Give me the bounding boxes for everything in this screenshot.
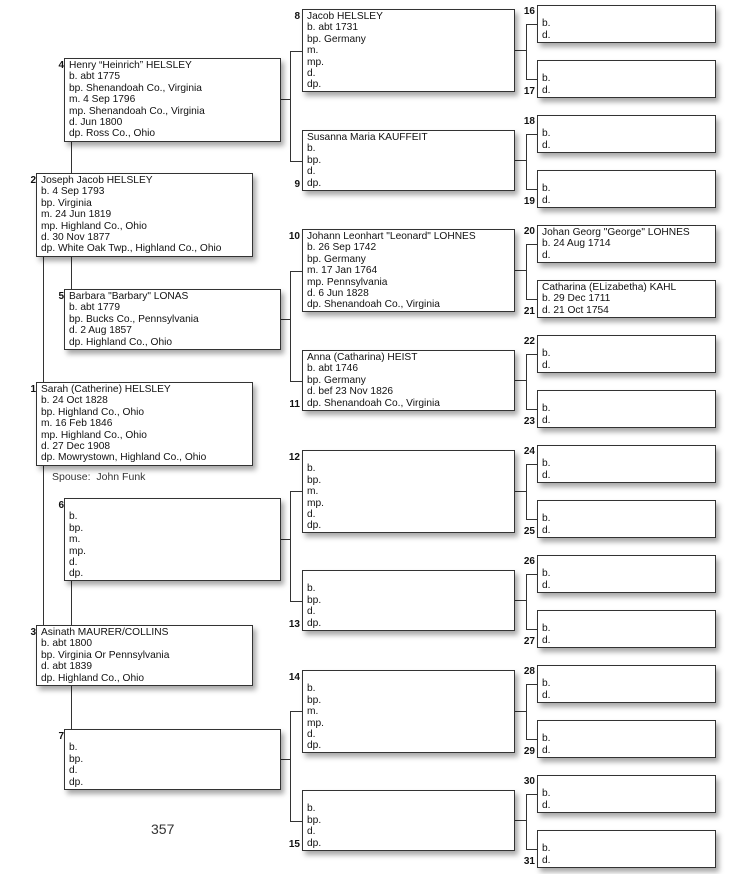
person-name [542, 667, 711, 678]
person-box-1[interactable] [36, 382, 253, 466]
person-detail: b. abt 1775 [69, 71, 120, 83]
person-detail: mp. Highland Co., Ohio [41, 220, 147, 232]
person-box-19[interactable] [537, 170, 716, 208]
person-number: 1 [30, 384, 36, 395]
person-name [542, 172, 711, 183]
person-detail: d. 27 Dec 1908 [41, 441, 111, 453]
person-detail: dp. White Oak Twp., Highland Co., Ohio [41, 243, 222, 255]
person-detail: b. [307, 683, 316, 695]
connector-line [290, 51, 302, 52]
person-detail: b. 4 Sep 1793 [41, 186, 105, 198]
person-detail: dp. [69, 568, 84, 580]
connector-line [526, 464, 527, 519]
person-box-25[interactable] [537, 500, 716, 538]
person-detail: bp. [307, 814, 322, 826]
person-box-28[interactable] [537, 665, 716, 703]
connector-line [526, 629, 537, 630]
person-name [542, 832, 711, 843]
connector-line [290, 711, 302, 712]
person-detail: b. [542, 788, 551, 800]
connector-line [526, 574, 537, 575]
person-name: Jacob HELSLEY [307, 11, 383, 22]
person-detail: m. [307, 706, 319, 718]
person-box-26[interactable] [537, 555, 716, 593]
person-number: 18 [523, 116, 535, 127]
person-name [542, 722, 711, 733]
connector-line [526, 244, 537, 245]
person-number: 2 [30, 175, 36, 186]
connector-line [515, 380, 526, 381]
person-number: 6 [58, 500, 64, 511]
person-detail: b. 26 Sep 1742 [307, 242, 377, 254]
person-detail: dp. [307, 617, 322, 629]
person-number: 5 [58, 291, 64, 302]
person-detail: b. abt 1800 [41, 638, 92, 650]
person-number: 19 [523, 196, 535, 207]
person-detail: dp. [307, 520, 322, 532]
person-detail: d. [69, 557, 78, 569]
connector-line [526, 244, 527, 299]
person-number: 22 [523, 336, 535, 347]
person-detail: b. [307, 583, 316, 595]
person-detail: b. [542, 403, 551, 415]
person-detail: d. [542, 854, 551, 866]
connector-line [526, 574, 527, 629]
person-box-14[interactable] [302, 670, 515, 753]
person-box-31[interactable] [537, 830, 716, 868]
person-number: 11 [289, 399, 300, 410]
person-name [542, 7, 711, 18]
connector-line [526, 464, 537, 465]
person-number: 31 [523, 856, 535, 867]
person-name [542, 502, 711, 513]
person-box-2[interactable] [36, 173, 253, 257]
person-detail: dp. [69, 776, 84, 788]
person-detail: mp. [307, 56, 324, 68]
person-box-27[interactable] [537, 610, 716, 648]
connector-line [290, 821, 302, 822]
person-name [542, 337, 711, 348]
connector-line [290, 491, 291, 601]
person-detail: d. [307, 826, 316, 838]
person-box-22[interactable] [537, 335, 716, 373]
person-number: 27 [523, 636, 535, 647]
connector-line [281, 539, 290, 540]
connector-line [290, 711, 291, 821]
person-detail: d. [69, 765, 78, 777]
person-detail: d. [307, 509, 316, 521]
person-detail: b. [542, 128, 551, 140]
person-detail: m. [307, 486, 319, 498]
person-detail: d. [542, 414, 551, 426]
person-number: 8 [294, 11, 300, 22]
person-detail: dp. Ross Co., Ohio [69, 128, 156, 140]
person-detail: b. [542, 348, 551, 360]
person-detail: d. Jun 1800 [69, 117, 123, 129]
person-detail: b. [69, 511, 78, 523]
connector-line [281, 759, 290, 760]
person-name [69, 500, 276, 511]
person-name [542, 62, 711, 73]
person-detail: b. [542, 733, 551, 745]
person-number: 15 [288, 839, 300, 850]
person-box-23[interactable] [537, 390, 716, 428]
person-name [307, 672, 510, 683]
person-name: Joseph Jacob HELSLEY [41, 175, 153, 186]
person-number: 24 [523, 446, 535, 457]
person-name [69, 731, 276, 742]
person-name: Johann Leonhart "Leonard" LOHNES [307, 231, 476, 242]
person-detail: dp. Shenandoah Co., Virginia [307, 299, 440, 311]
person-box-12[interactable] [302, 450, 515, 533]
person-detail: b. [542, 18, 551, 30]
person-detail: d. [542, 29, 551, 41]
person-detail: dp. Mowrystown, Highland Co., Ohio [41, 452, 207, 464]
person-name [542, 392, 711, 403]
person-detail: b. 24 Oct 1828 [41, 395, 108, 407]
person-box-13[interactable] [302, 570, 515, 631]
connector-line [71, 685, 72, 729]
connector-line [526, 299, 537, 300]
person-detail: b. [307, 463, 316, 475]
person-detail: bp. Virginia Or Pennsylvania [41, 649, 170, 661]
person-detail: d. [542, 139, 551, 151]
connector-line [526, 79, 537, 80]
connector-line [526, 409, 537, 410]
person-detail: b. 29 Dec 1711 [542, 293, 611, 305]
person-name: Susanna Maria KAUFFEIT [307, 132, 428, 143]
person-detail: b. [542, 513, 551, 525]
person-number: 10 [288, 231, 300, 242]
person-name [307, 792, 510, 803]
person-detail: d. [542, 194, 551, 206]
person-name: Asinath MAURER/COLLINS [41, 627, 169, 638]
person-detail: d. [542, 359, 551, 371]
person-detail: mp. Highland Co., Ohio [41, 429, 147, 441]
connector-line [526, 849, 537, 850]
person-number: 30 [523, 776, 535, 787]
person-detail: bp. Highland Co., Ohio [41, 406, 145, 418]
person-box-18[interactable] [537, 115, 716, 153]
person-number: 23 [523, 416, 535, 427]
person-name: Sarah (Catherine) HELSLEY [41, 384, 171, 395]
connector-line [526, 794, 527, 849]
person-detail: d. [307, 166, 316, 178]
person-detail: d. 21 Oct 1754 [542, 304, 609, 316]
person-detail: d. bef 23 Nov 1826 [307, 386, 394, 398]
person-name [307, 572, 510, 583]
spouse-label: Spouse: [52, 471, 91, 483]
person-detail: b. [307, 803, 316, 815]
person-detail: d. abt 1839 [41, 661, 92, 673]
person-number: 12 [288, 452, 300, 463]
person-detail: d. [542, 689, 551, 701]
person-detail: b. abt 1731 [307, 22, 358, 34]
person-box-8[interactable] [302, 9, 515, 92]
connector-line [526, 24, 537, 25]
person-detail: dp. [307, 79, 322, 91]
person-number: 29 [523, 746, 535, 757]
person-detail: m. 16 Feb 1846 [41, 418, 113, 430]
person-detail: bp. Germany [307, 33, 366, 45]
person-detail: mp. [307, 497, 324, 509]
person-detail: dp. Highland Co., Ohio [69, 336, 173, 348]
person-detail: bp. Virginia [41, 197, 92, 209]
person-name: Catharina (ELizabetha) KAHL [542, 282, 677, 293]
person-number: 9 [294, 179, 300, 190]
spouse-line [52, 471, 145, 483]
person-box-7[interactable] [64, 729, 281, 790]
person-detail: dp. [307, 837, 322, 849]
connector-line [515, 270, 526, 271]
person-detail: bp. [307, 154, 322, 166]
person-number: 21 [523, 306, 535, 317]
person-detail: b. abt 1779 [69, 302, 120, 314]
person-box-10[interactable] [302, 229, 515, 312]
person-box-16[interactable] [537, 5, 716, 43]
person-detail: bp. Germany [307, 374, 366, 386]
person-detail: b. [542, 623, 551, 635]
person-detail: d. 2 Aug 1857 [69, 325, 132, 337]
connector-line [526, 189, 537, 190]
person-detail: b. 24 Aug 1714 [542, 238, 611, 250]
person-detail: d. [542, 84, 551, 96]
connector-line [526, 354, 527, 409]
person-detail: d. [307, 606, 316, 618]
person-name [542, 612, 711, 623]
connector-line [515, 600, 526, 601]
person-detail: m. 24 Jun 1819 [41, 209, 112, 221]
connector-line [526, 794, 537, 795]
person-detail: d. [542, 744, 551, 756]
person-detail: b. [542, 73, 551, 85]
person-box-21[interactable] [537, 280, 716, 318]
connector-line [515, 820, 526, 821]
person-detail: m. [69, 534, 81, 546]
person-number: 4 [58, 60, 64, 71]
person-number: 28 [523, 666, 535, 677]
spouse-name: John Funk [96, 471, 146, 483]
person-detail: b. abt 1746 [307, 363, 358, 375]
connector-line [526, 519, 537, 520]
person-detail: b. [542, 843, 551, 855]
person-detail: d. [542, 249, 551, 261]
person-number: 26 [523, 556, 535, 567]
person-name [542, 557, 711, 568]
connector-line [71, 581, 72, 625]
person-box-9[interactable] [302, 130, 515, 191]
person-box-17[interactable] [537, 60, 716, 98]
person-detail: mp. [69, 545, 86, 557]
person-detail: d. 6 Jun 1828 [307, 288, 369, 300]
person-detail: b. [542, 183, 551, 195]
person-name [542, 777, 711, 788]
connector-line [290, 271, 302, 272]
person-detail: d. 30 Nov 1877 [41, 232, 111, 244]
person-detail: bp. Bucks Co., Pennsylvania [69, 313, 199, 325]
person-name: Johan Georg "George" LOHNES [542, 227, 690, 238]
person-detail: bp. Germany [307, 253, 366, 265]
person-detail: d. [307, 68, 316, 80]
connector-line [290, 51, 291, 161]
connector-line [515, 50, 526, 51]
person-detail: dp. Shenandoah Co., Virginia [307, 397, 440, 409]
person-name: Anna (Catharina) HEIST [307, 352, 418, 363]
person-box-4[interactable] [64, 58, 281, 142]
connector-line [526, 739, 537, 740]
connector-line [290, 381, 302, 382]
person-detail: d. [542, 799, 551, 811]
person-detail: m. [307, 45, 319, 57]
connector-line [526, 24, 527, 79]
person-detail: d. [542, 634, 551, 646]
connector-line [290, 271, 291, 381]
person-box-5[interactable] [64, 289, 281, 350]
person-number: 3 [30, 627, 36, 638]
connector-line [515, 160, 526, 161]
person-name [542, 447, 711, 458]
person-box-24[interactable] [537, 445, 716, 483]
person-detail: dp. [307, 177, 322, 189]
person-name [307, 452, 510, 463]
connector-line [71, 257, 72, 289]
connector-line [290, 491, 302, 492]
connector-line [526, 684, 537, 685]
person-detail: bp. [307, 594, 322, 606]
person-detail: mp. [307, 717, 324, 729]
person-detail: d. [542, 469, 551, 481]
connector-line [281, 319, 290, 320]
person-detail: b. [542, 568, 551, 580]
person-box-6[interactable] [64, 498, 281, 581]
person-number: 14 [288, 672, 300, 683]
person-number: 25 [523, 526, 535, 537]
person-detail: b. [307, 143, 316, 155]
connector-line [526, 134, 537, 135]
person-name [542, 117, 711, 128]
connector-line [281, 99, 290, 100]
person-number: 20 [523, 226, 535, 237]
person-box-11[interactable] [302, 350, 515, 411]
person-detail: mp. Pennsylvania [307, 276, 388, 288]
person-number: 7 [58, 731, 64, 742]
page-number: 357 [151, 821, 175, 837]
person-box-20[interactable] [537, 225, 716, 263]
person-number: 13 [288, 619, 300, 630]
person-name: Barbara "Barbary" LONAS [69, 291, 189, 302]
connector-line [515, 711, 526, 712]
person-detail: bp. Shenandoah Co., Virginia [69, 82, 202, 94]
person-box-30[interactable] [537, 775, 716, 813]
person-detail: m. 17 Jan 1764 [307, 265, 378, 277]
connector-line [71, 142, 72, 173]
connector-line [526, 134, 527, 189]
person-box-15[interactable] [302, 790, 515, 851]
person-detail: bp. [307, 474, 322, 486]
person-detail: d. [307, 729, 316, 741]
person-detail: dp. [307, 740, 322, 752]
connector-line [290, 601, 302, 602]
person-detail: b. [69, 742, 78, 754]
person-detail: d. [542, 579, 551, 591]
connector-line [290, 161, 302, 162]
person-name: Henry “Heinrich” HELSLEY [69, 60, 192, 71]
person-detail: b. [542, 678, 551, 690]
person-detail: m. 4 Sep 1796 [69, 94, 136, 106]
person-detail: bp. [69, 753, 84, 765]
person-detail: bp. [307, 694, 322, 706]
person-detail: mp. Shenandoah Co., Virginia [69, 105, 205, 117]
connector-line [526, 684, 527, 739]
person-detail: dp. Highland Co., Ohio [41, 672, 145, 684]
connector-line [515, 491, 526, 492]
connector-line [526, 354, 537, 355]
person-box-3[interactable] [36, 625, 253, 686]
person-number: 16 [523, 6, 535, 17]
person-number: 17 [523, 86, 535, 97]
person-detail: d. [542, 524, 551, 536]
person-detail: b. [542, 458, 551, 470]
person-box-29[interactable] [537, 720, 716, 758]
person-detail: bp. [69, 522, 84, 534]
